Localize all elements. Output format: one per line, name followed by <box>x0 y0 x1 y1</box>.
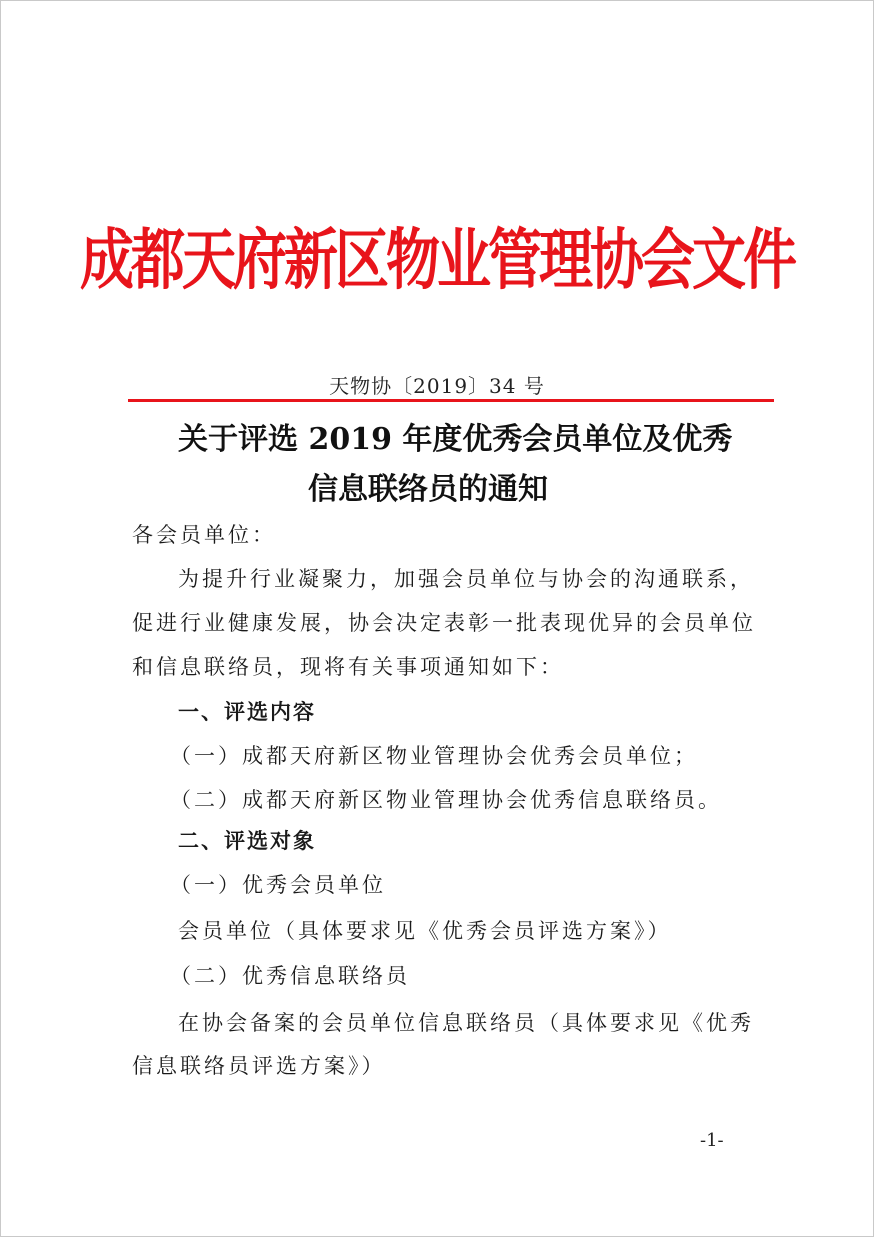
page-number: -1- <box>700 1130 724 1151</box>
intro-line-3: 和信息联络员，现将有关事项通知如下： <box>132 655 564 679</box>
intro-line-2: 促进行业健康发展，协会决定表彰一批表现优异的会员单位 <box>132 611 756 635</box>
intro-line-1: 为提升行业凝聚力，加强会员单位与协会的沟通联系， <box>178 567 754 591</box>
notice-title-line-1: 关于评选 2019 年度优秀会员单位及优秀 <box>178 422 733 457</box>
document-number: 天物协〔2019〕34 号 <box>329 374 545 398</box>
section-2-sub-1-heading: （一）优秀会员单位 <box>170 873 386 897</box>
section-2-sub-1-text: 会员单位（具体要求见《优秀会员评选方案》） <box>178 919 672 943</box>
masthead-title: 成都天府新区物业管理协会文件 <box>80 221 794 299</box>
section-2-sub-2-heading: （二）优秀信息联络员 <box>170 964 410 988</box>
section-1-item-2: （二）成都天府新区物业管理协会优秀信息联络员。 <box>170 788 722 812</box>
section-2-sub-2-text-line-1: 在协会备案的会员单位信息联络员（具体要求见《优秀 <box>178 1011 754 1035</box>
section-2-sub-2-text-line-2: 信息联络员评选方案》） <box>132 1054 386 1078</box>
notice-title-line-2: 信息联络员的通知 <box>308 472 548 507</box>
section-2-heading: 二、评选对象 <box>178 829 316 853</box>
section-1-heading: 一、评选内容 <box>178 700 316 724</box>
red-divider-line <box>128 399 774 402</box>
section-1-item-1: （一）成都天府新区物业管理协会优秀会员单位； <box>170 744 698 768</box>
salutation: 各会员单位： <box>132 523 276 547</box>
